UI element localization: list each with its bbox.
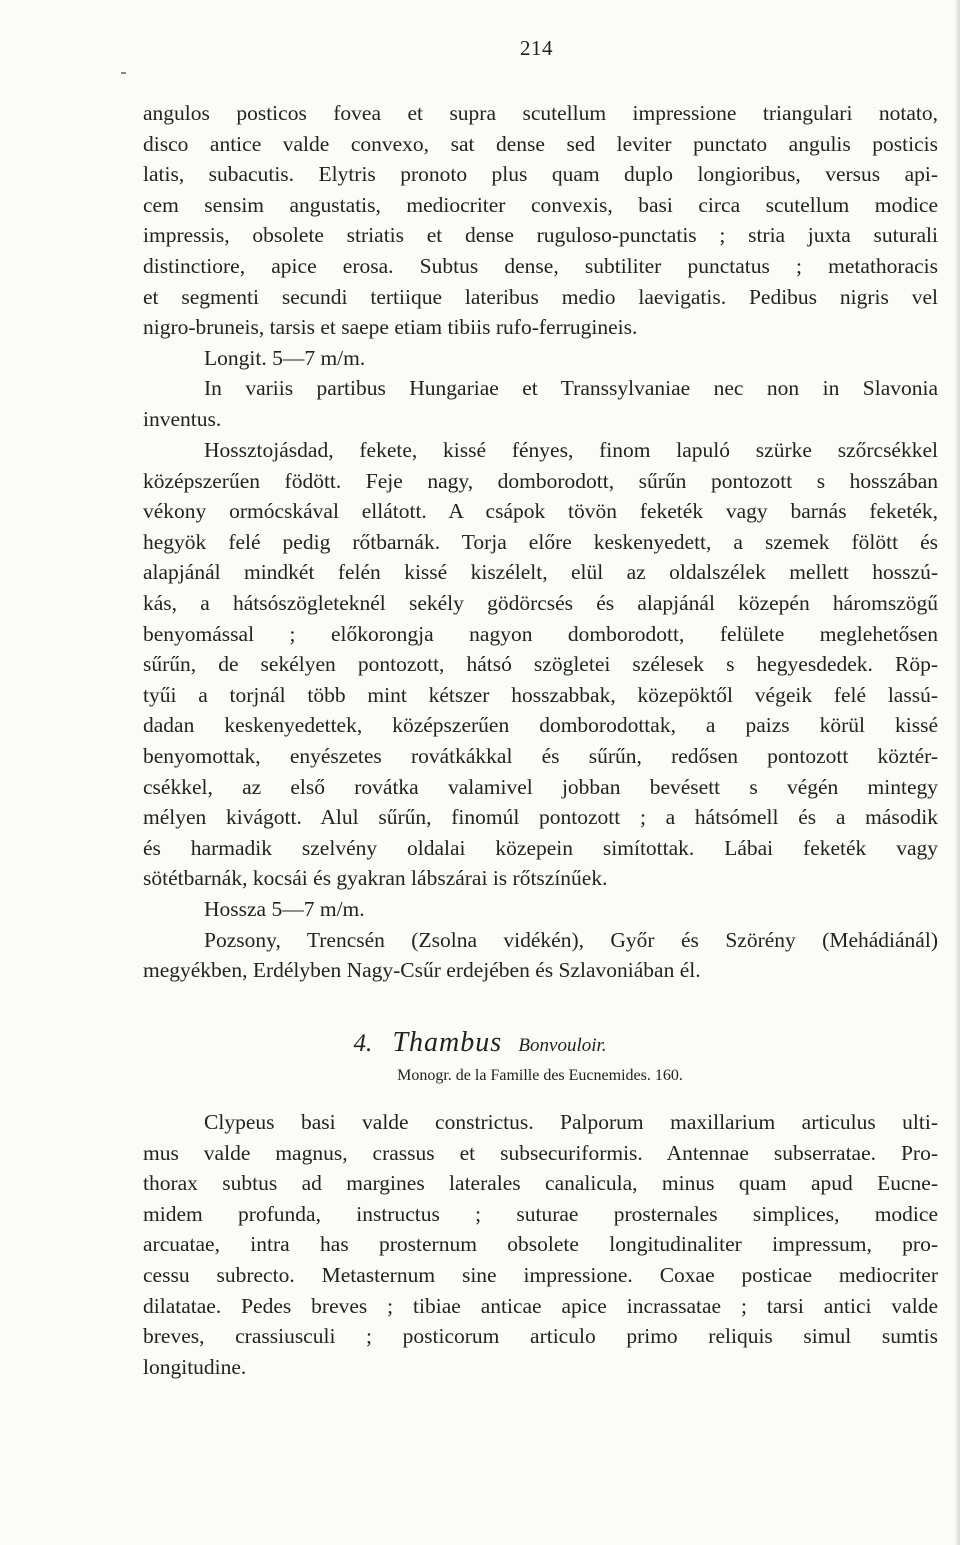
genus-description xyxy=(143,1107,938,1382)
page-number: 214 xyxy=(520,36,553,60)
text-line: longitudine. xyxy=(143,1354,247,1379)
text-line: mélyen kivágott. Alul sűrűn, finomúl pontozott ; a hátsómell és a második xyxy=(143,805,938,830)
locality-latin-line: inventus. xyxy=(143,406,222,431)
text-line: dadan keskenyedettek, középszerűen domborodottak, a paizs körül kissé xyxy=(143,713,938,738)
text-line: középszerűen födött. Feje nagy, domborodott, sűrűn pontozott s hosszában xyxy=(143,468,938,493)
locality-hungarian-line: Pozsony, Trencsén (Zsolna vidékén), Győr és Szörény (Mehádiánál) xyxy=(204,927,938,952)
text-line: benyomottak, enyészetes rovátkákkal és sűrűn, redősen pontozott köztér- xyxy=(143,743,938,768)
text-line: cem sensim angustatis, mediocriter convexis, basi circa scutellum modice xyxy=(143,192,938,217)
length-latin: Longit. 5—7 m/m. xyxy=(204,345,366,370)
page-edge-shadow xyxy=(954,0,960,1545)
text-line: Clypeus basi valde constrictus. Palporum maxillarium articulus ulti- xyxy=(204,1110,938,1134)
text-line: angulos posticos fovea et supra scutellum impressione triangulari notato, xyxy=(143,101,938,125)
text-line: nigro-bruneis, tarsis et saepe etiam tibiis rufo-ferrugineis. xyxy=(143,315,638,340)
text-line: dilatatae. Pedes breves ; tibiae anticae apice incrassatae ; tarsi antici valde xyxy=(143,1293,938,1318)
latin-description xyxy=(143,98,938,435)
text-line: et segmenti secundi tertiique lateribus medio laevigatis. Pedibus nigris vel xyxy=(143,284,938,309)
text-line: kás, a hátsószögleteknél sekély gödörcsés és alapjánál közepén háromszögű xyxy=(143,590,938,615)
margin-mark xyxy=(121,72,126,74)
text-line: hegyök felé pedig rőtbarnák. Torja előre keskenyedett, a szemek fölött és xyxy=(143,529,938,554)
length-hungarian: Hossza 5—7 m/m. xyxy=(204,896,365,921)
genus-author: Bonvouloir. xyxy=(518,1035,607,1056)
genus-heading xyxy=(0,1026,960,1063)
genus-number: 4. xyxy=(353,1030,373,1057)
text-line: mus valde magnus, crassus et subsecuriformis. Antennae subserratae. Pro- xyxy=(143,1140,938,1165)
text-line: tyűi a torjnál több mint kétszer hosszabbak, közepöktől végeik felé lassú- xyxy=(143,682,938,707)
text-line: sűrűn, de sekélyen pontozott, hátsó szögletei szélesek s hegyesdedek. Röp- xyxy=(143,652,938,677)
text-line: impressis, obsolete striatis et dense ruguloso-punctatis ; stria juxta suturali xyxy=(143,223,938,248)
bibliographic-reference: Monogr. de la Famille des Eucnemides. 160. xyxy=(397,1067,683,1084)
text-line: alapjánál mindkét felén kissé kiszélelt, elül az oldalszélek mellett hosszú- xyxy=(143,560,938,585)
text-line: latis, subacutis. Elytris pronoto plus quam duplo longioribus, versus api- xyxy=(143,162,938,187)
text-line: arcuatae, intra has prosternum obsolete longitudinaliter impressum, pro- xyxy=(143,1232,938,1257)
text-line: cessu subrecto. Metasternum sine impressione. Coxae posticae mediocriter xyxy=(143,1262,938,1287)
text-line: csékkel, az első rovátka valamivel jobban bevésett s végén mintegy xyxy=(143,774,938,799)
genus-name: Thambus xyxy=(392,1027,503,1058)
text-line: distinctiore, apice erosa. Subtus dense, subtiliter punctatus ; metathoracis xyxy=(143,253,938,278)
locality-latin-line: In variis partibus Hungariae et Transsylvaniae nec non in Slavonia xyxy=(204,376,938,401)
text-line: midem profunda, instructus ; suturae prosternales simplices, modice xyxy=(143,1201,938,1226)
text-line: sötétbarnák, kocsái és gyakran lábszárai is rőtszínűek. xyxy=(143,866,608,891)
text-line: breves, crassiusculi ; posticorum articulo primo reliquis simul sumtis xyxy=(143,1324,938,1349)
text-line: vékony ormócskával ellátott. A csápok tövön feketék vagy barnás feketék, xyxy=(143,499,938,524)
text-line: disco antice valde convexo, sat dense sed leviter punctato angulis posticis xyxy=(143,131,938,156)
locality-hungarian-line: megyékben, Erdélyben Nagy-Csűr erdejében és Szlavoniában él. xyxy=(143,958,701,983)
text-line: és harmadik szelvény oldalai közepein simítottak. Lábai feketék vagy xyxy=(143,835,938,860)
text-line: Hossztojásdad, fekete, kissé fényes, finom lapuló szürke szőrcsékkel xyxy=(204,438,938,462)
hungarian-description xyxy=(143,435,938,986)
text-line: benyomással ; előkorongja nagyon domborodott, felülete meglehetősen xyxy=(143,621,938,646)
text-line: thorax subtus ad margines laterales canalicula, minus quam apud Eucne- xyxy=(143,1171,938,1196)
